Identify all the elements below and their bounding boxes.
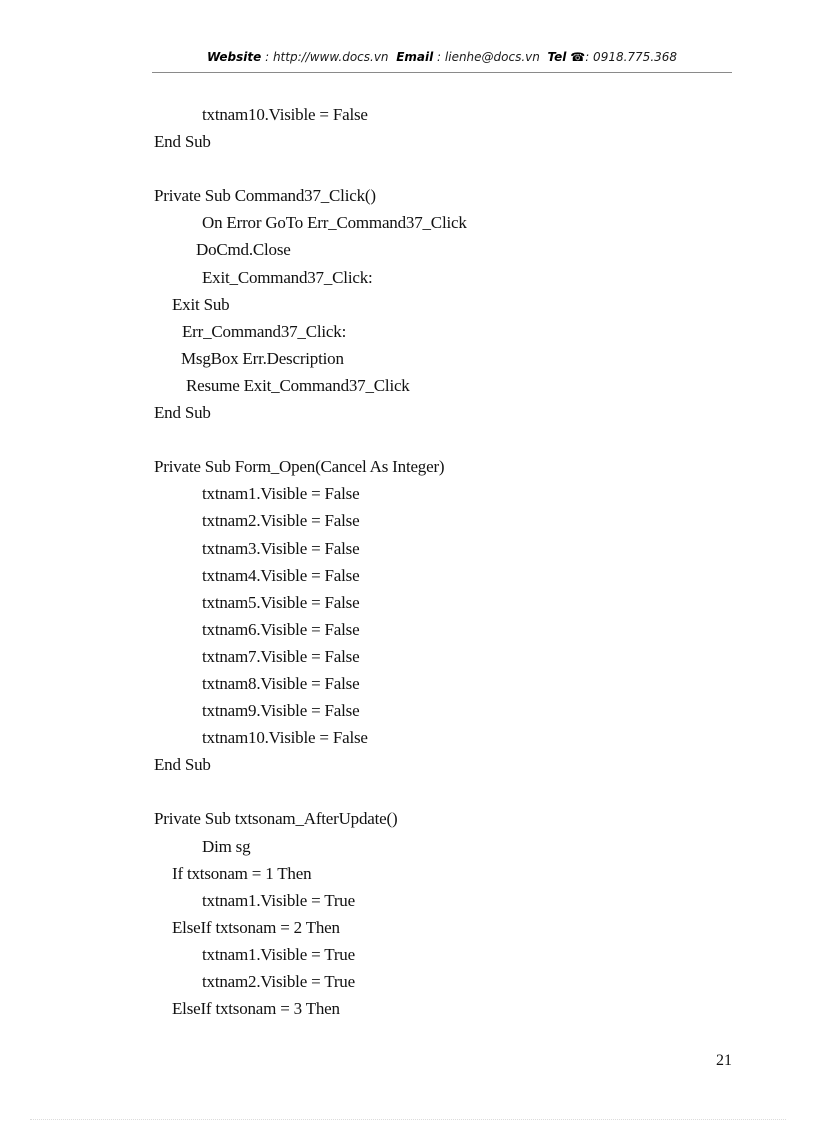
telephone-icon: ☎ bbox=[570, 50, 586, 64]
code-line: Private Sub txtsonam_AfterUpdate() bbox=[154, 809, 398, 829]
code-line: Dim sg bbox=[202, 836, 251, 856]
code-line: txtnam5.Visible = False bbox=[202, 592, 360, 612]
code-line: DoCmd.Close bbox=[196, 240, 291, 260]
code-line: On Error GoTo Err_Command37_Click bbox=[202, 213, 467, 233]
code-line: txtnam10.Visible = False bbox=[202, 105, 368, 124]
code-line: txtnam1.Visible = True bbox=[202, 890, 355, 910]
code-line: txtnam2.Visible = True bbox=[202, 972, 355, 991]
code-line: ElseIf txtsonam = 2 Then bbox=[172, 917, 340, 937]
tel-value: : 0918.775.368 bbox=[585, 50, 678, 64]
tel-label: Tel bbox=[547, 50, 567, 64]
code-line: txtnam1.Visible = True bbox=[202, 944, 355, 964]
code-line: txtnam7.Visible = False bbox=[202, 646, 360, 666]
code-line: txtnam6.Visible = False bbox=[202, 619, 360, 639]
code-listing bbox=[154, 101, 754, 1022]
code-line: txtnam4.Visible = False bbox=[202, 565, 360, 585]
code-line: End Sub bbox=[154, 132, 211, 152]
blank-line bbox=[154, 426, 754, 453]
code-line: Private Sub Form_Open(Cancel As Integer) bbox=[154, 457, 445, 477]
blank-line bbox=[154, 778, 754, 805]
page-number: 21 bbox=[716, 1052, 732, 1069]
website-value: : http://www.docs.vn bbox=[265, 50, 389, 64]
code-line: ElseIf txtsonam = 3 Then bbox=[172, 999, 340, 1019]
code-line: txtnam9.Visible = False bbox=[202, 701, 360, 721]
code-line: txtnam1.Visible = False bbox=[202, 484, 360, 504]
code-line: Exit_Command37_Click: bbox=[202, 267, 373, 287]
footer-divider bbox=[30, 1119, 786, 1120]
code-line: End Sub bbox=[154, 403, 211, 423]
code-line: Resume Exit_Command37_Click bbox=[186, 375, 410, 395]
code-line: End Sub bbox=[154, 755, 211, 775]
code-line: txtnam3.Visible = False bbox=[202, 538, 360, 558]
email-label: Email bbox=[396, 50, 434, 64]
email-value: : lienhe@docs.vn bbox=[437, 50, 540, 64]
code-line: Private Sub Command37_Click() bbox=[154, 186, 376, 206]
code-line: txtnam2.Visible = False bbox=[202, 511, 360, 531]
code-line: Err_Command37_Click: bbox=[182, 321, 347, 341]
website-label: Website bbox=[206, 50, 262, 64]
code-line: Exit Sub bbox=[172, 294, 230, 314]
code-line: If txtsonam = 1 Then bbox=[172, 863, 312, 883]
code-line: MsgBox Err.Description bbox=[181, 348, 344, 368]
code-line: txtnam10.Visible = False bbox=[202, 728, 368, 748]
blank-line bbox=[154, 155, 754, 182]
page-header bbox=[152, 50, 732, 73]
code-line: txtnam8.Visible = False bbox=[202, 673, 360, 693]
